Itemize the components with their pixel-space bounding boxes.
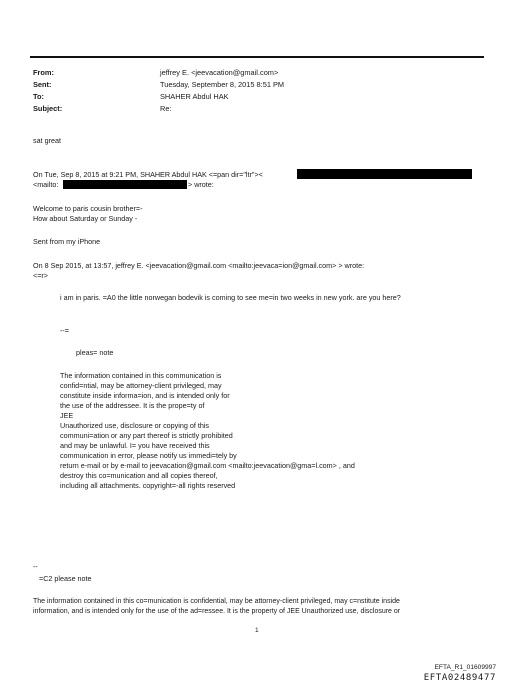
to-label: To: (33, 92, 44, 101)
disclaimer-line: destroy this co=munication and all copies thereof, (60, 471, 218, 480)
quote1-line-b-pre: <mailto: (33, 180, 59, 189)
sent-value: Tuesday, September 8, 2015 8:51 PM (160, 80, 285, 89)
welcome-line: Welcome to paris cousin brother=- (33, 204, 143, 213)
disclaimer-line: The information contained in this communication is (60, 371, 222, 380)
disclaimer-line: JEE (60, 411, 74, 420)
how-about-line: How about Saturday or Sunday - (33, 214, 138, 223)
disclaimer-line: confid=ntial, may be attorney-client privileged, may (60, 381, 222, 390)
quote1-line-b-post: > wrote: (188, 180, 214, 189)
reply-text: sat great (33, 136, 61, 145)
subject-label: Subject: (33, 104, 63, 113)
sent-label: Sent: (33, 80, 52, 89)
c2-note-line: =C2 please note (39, 574, 92, 583)
disclaimer-line: the use of the addressee. It is the prope=ty of (60, 401, 205, 410)
disclaimer-line: Unauthorized use, disclosure or copying of this (60, 421, 210, 430)
disclaimer-line: constitute inside informa=ion, and is intended only for (60, 391, 230, 400)
disclaimer-block (60, 371, 355, 491)
dashes-line: --= (60, 326, 69, 335)
header-rule (30, 56, 484, 58)
paris-line: i am in paris. =A0 the little norwegan bodevik is coming to see me=in two weeks in new york. are you here? (60, 293, 401, 302)
from-value: jeffrey E. <jeevacation@gmail.com> (160, 68, 279, 77)
to-value: SHAHER Abdul HAK (160, 92, 229, 101)
double-dash-line: -- (33, 562, 38, 571)
redaction-block (297, 169, 472, 179)
redaction-block (63, 180, 187, 189)
from-label: From: (33, 68, 54, 77)
disclaimer-line: communication in error, please notify us immedi=tely by (60, 451, 237, 460)
disclaimer-line: communi=ation or any part thereof is strictly prohibited (60, 431, 233, 440)
disclaimer2-line-a: The information contained in this co=munication is confidential, may be attorney-client privileged, may c=nstitute inside (33, 598, 400, 605)
footer-small-id: EFTA_R1_01609997 (434, 664, 496, 671)
disclaimer-line: including all attachments. copyright=-all rights reserved (60, 481, 236, 490)
quote2-line-b: <=r> (33, 271, 48, 280)
disclaimer-line: and may be unlawful. I= you have received this (60, 441, 210, 450)
quote2-line-a: On 8 Sep 2015, at 13:57, jeffrey E. <jeevacation@gmail.com <mailto:jeevaca=ion@gmail.com> > wrote: (33, 261, 365, 270)
pleas-note-line: pleas= note (76, 348, 114, 357)
footer-big-id: EFTA02489477 (423, 673, 496, 683)
disclaimer-line: return e-mail or by e-mail to jeevacation@gmail.com <mailto:jeevacation@gma=l.com> , and (60, 461, 355, 470)
subject-value: Re: (160, 104, 172, 113)
page-number: 1 (255, 627, 259, 634)
disclaimer2-line-b: information, and is intended only for the use of the ad=ressee. It is the property of JEE Unauthorized use, disclosure or (33, 608, 401, 615)
quote1-line-a: On Tue, Sep 8, 2015 at 9:21 PM, SHAHER Abdul HAK <=pan dir="ltr">< (33, 170, 263, 179)
sent-from-line: Sent from my iPhone (33, 237, 101, 246)
